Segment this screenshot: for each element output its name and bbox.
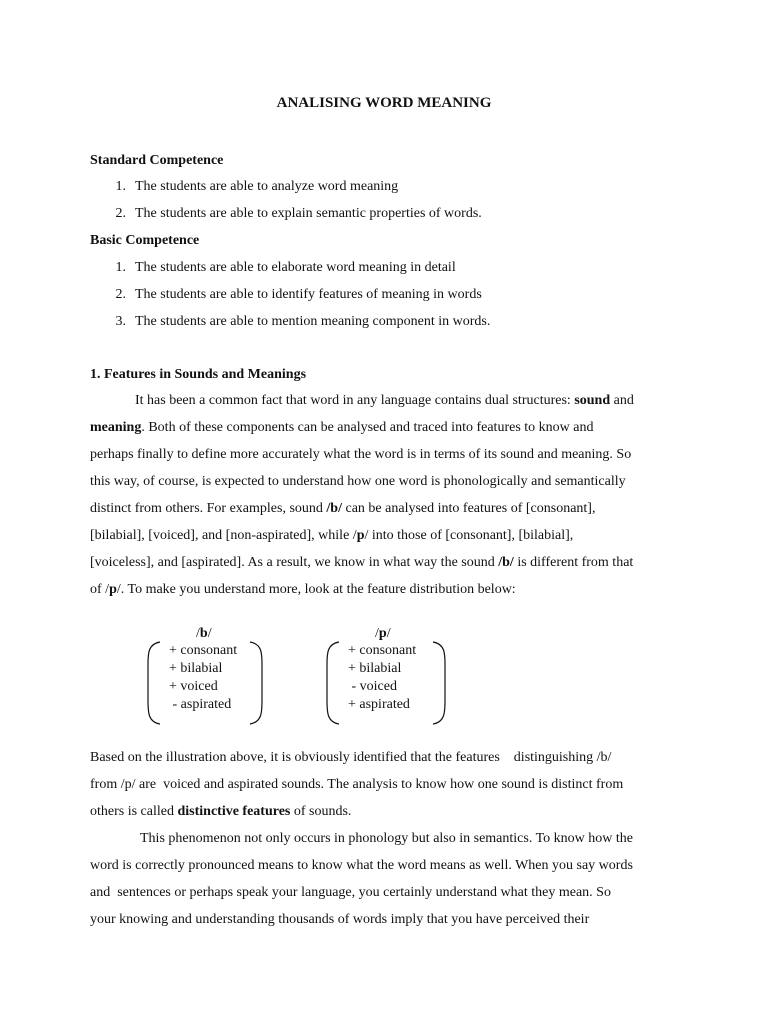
list-item: The students are able to explain semantic properties of words. [135,206,482,221]
text-run: [bilabial], [voiced], and [non-aspirated], while / [90,528,357,543]
bold-term: sound [574,393,611,408]
feature-item: + aspirated [348,697,410,712]
section-heading: 1. Features in Sounds and Meanings [90,367,307,382]
text-run: [voiceless], and [aspirated]. As a result, we know in what way the sound [90,555,499,570]
text-run: / into those of [consonant], [bilabial], [364,528,574,543]
feature-item: + voiced [169,679,218,694]
text-run: of / [90,582,110,597]
bold-term: b [199,626,208,641]
paragraph-line [90,528,573,544]
list-item: The students are able to identify features of meaning in words [135,287,482,302]
paragraph-line [90,420,593,436]
text-run: / [386,626,391,641]
feature-item: + bilabial [348,661,402,676]
paragraph-line: this way, of course, is expected to understand how one word is phonologically and semantically [90,474,626,489]
feature-item: + consonant [348,643,417,658]
text-run: / [196,626,200,641]
paragraph-line [90,804,351,820]
list-number: 2. [115,287,126,302]
text-run: / [207,626,212,641]
bold-term: p [378,626,387,641]
list-item: The students are able to elaborate word meaning in detail [135,260,456,275]
bold-term: p [356,528,365,543]
paragraph-line: This phenomenon not only occurs in phonology but also in semantics. To know how the [140,831,633,846]
bold-term: distinctive features [177,804,291,819]
paragraph-line: Based on the illustration above, it is obviously identified that the features distinguishing /b/ [90,750,612,765]
text-run: distinct from others. For examples, sound [90,501,327,516]
text-run: and [610,393,634,408]
bold-term: /b/ [326,501,342,516]
text-run: is different from that [513,555,634,570]
list-number: 2. [115,206,126,221]
list-item: The students are able to mention meaning component in words. [135,314,491,329]
paragraph-line [90,501,595,517]
list-number: 1. [115,260,126,275]
text-run: of sounds. [290,804,352,819]
list-number: 3. [115,314,126,329]
text-run: It has been a common fact that word in any language contains dual structures: [135,393,575,408]
basic-competence-heading: Basic Competence [90,233,200,248]
paragraph-line: from /p/ are voiced and aspirated sounds. The analysis to know how one sound is distinct from [90,777,624,792]
feature-item: - voiced [348,679,397,694]
text-run: / [375,626,379,641]
paragraph-line [90,555,633,571]
paragraph-line [90,582,516,598]
text-run: others is called [90,804,178,819]
paragraph-line: and sentences or perhaps speak your language, you certainly understand what they mean. So [90,885,611,900]
standard-competence-heading: Standard Competence [90,153,224,168]
paragraph-line [135,393,634,409]
list-number: 1. [115,179,126,194]
paragraph-line: perhaps finally to define more accurately what the word is in terms of its sound and meaning. So [90,447,632,462]
page-title: ANALISING WORD MEANING [276,95,492,111]
feature-item: - aspirated [169,697,232,712]
feature-item: + consonant [169,643,238,658]
feature-item: + bilabial [169,661,223,676]
bold-term: meaning [90,420,142,435]
list-item: The students are able to analyze word meaning [135,179,399,194]
text-run: can be analysed into features of [consonant], [342,501,596,516]
bold-term: p [109,582,117,597]
bold-term: /b/ [498,555,514,570]
paragraph-line: word is correctly pronounced means to know what the word means as well. When you say words [90,858,633,873]
paragraph-line: your knowing and understanding thousands of words imply that you have perceived their [90,912,590,927]
text-run: . Both of these components can be analysed and traced into features to know and [141,420,594,435]
text-run: /. To make you understand more, look at the feature distribution below: [116,582,516,597]
